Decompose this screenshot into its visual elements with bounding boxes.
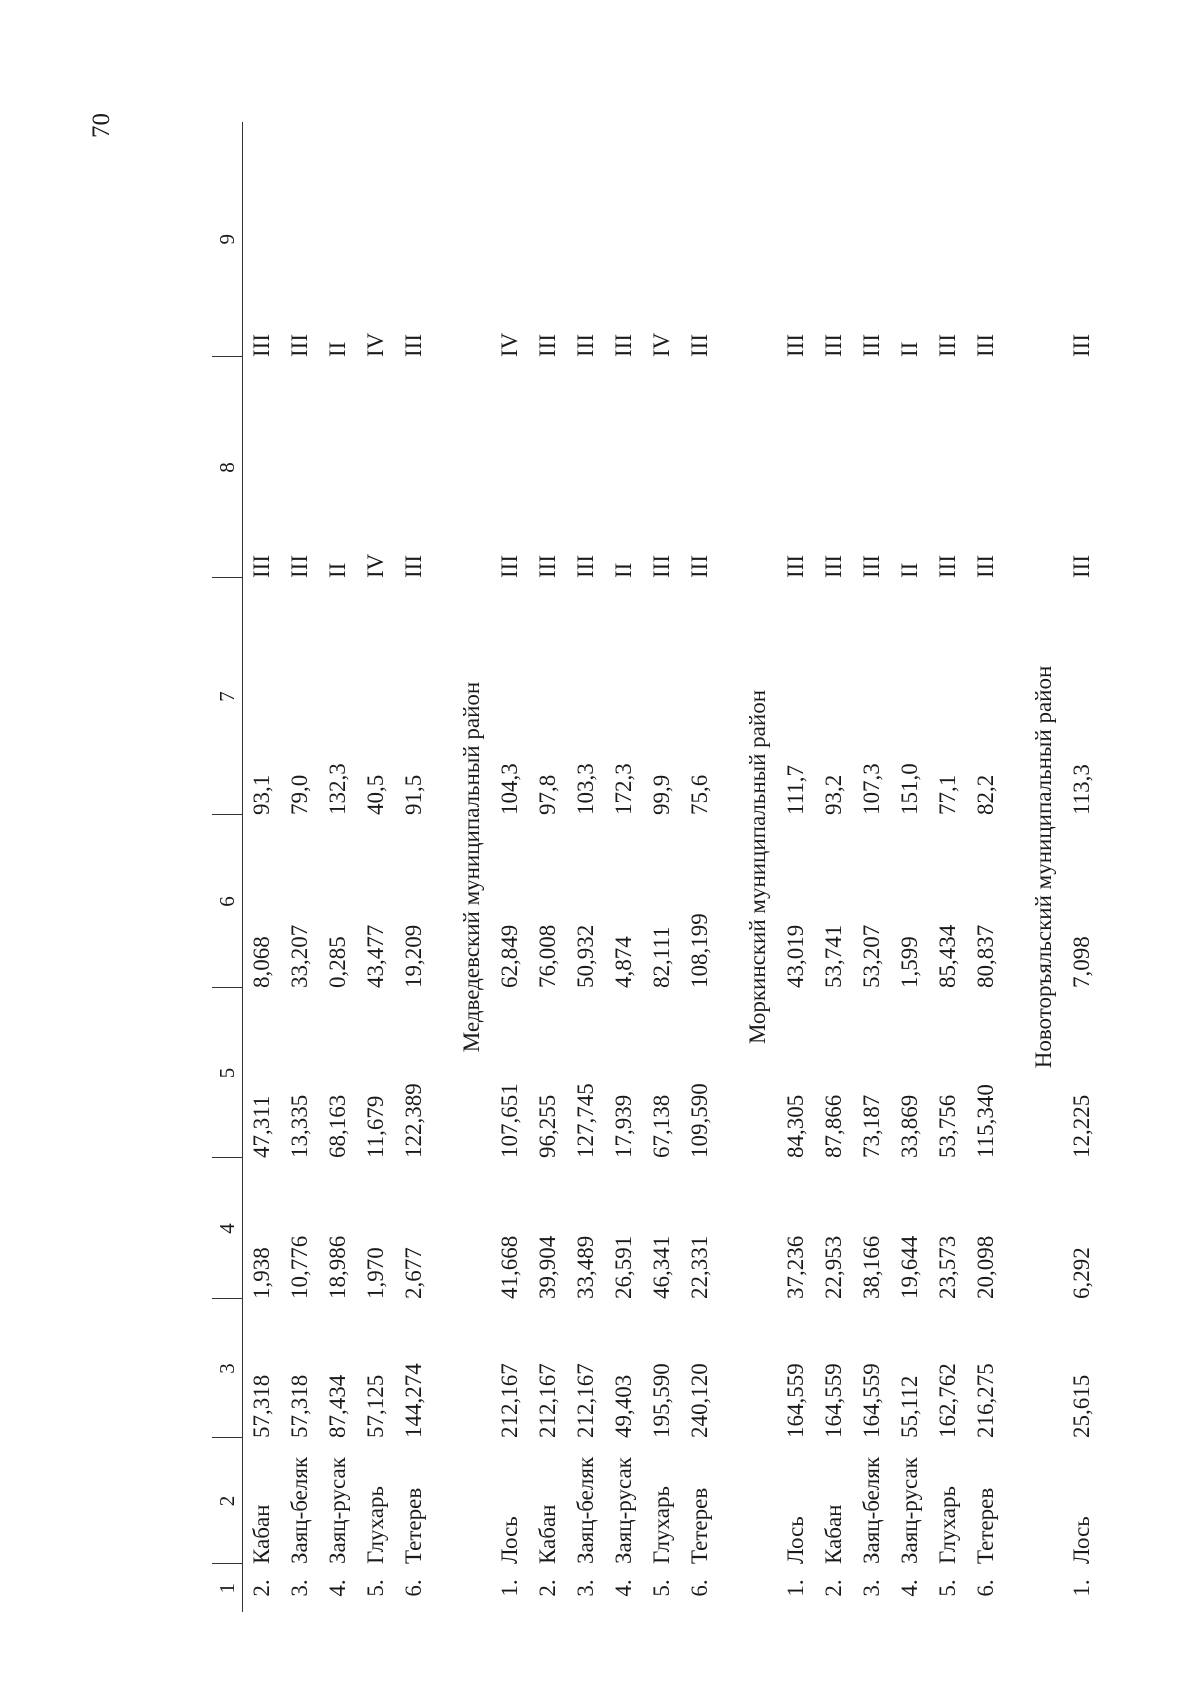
- value-col5: 109,590: [687, 1083, 712, 1158]
- value-col5: 127,745: [573, 1083, 598, 1158]
- row-number: 6.: [401, 1579, 426, 1597]
- value-col6: 82,111: [649, 926, 674, 988]
- class-col8: III: [649, 555, 674, 578]
- row-number: 4.: [897, 1579, 922, 1597]
- table-row: [319, 122, 357, 1612]
- table-row: [681, 122, 719, 1612]
- class-col9: III: [973, 334, 998, 357]
- table-row: [567, 122, 605, 1612]
- class-col8: III: [821, 555, 846, 578]
- column-header: 1: [212, 1564, 243, 1612]
- value-col6: 76,008: [535, 924, 560, 988]
- class-col8: III: [573, 555, 598, 578]
- value-col7: 104,3: [497, 763, 522, 815]
- value-col3: 87,434: [325, 1374, 350, 1438]
- row-number: 1.: [783, 1579, 808, 1597]
- value-col5: 67,138: [649, 1094, 674, 1158]
- value-col3: 144,274: [401, 1363, 426, 1438]
- species-name: Заяц-русак: [325, 1457, 350, 1564]
- row-number: 2.: [249, 1579, 274, 1597]
- value-col6: 50,932: [573, 924, 598, 988]
- species-name: Заяц-русак: [897, 1457, 922, 1564]
- class-col9: IV: [363, 332, 388, 357]
- column-header: 9: [212, 122, 243, 357]
- row-number: 6.: [687, 1579, 712, 1597]
- value-col3: 49,403: [611, 1374, 636, 1438]
- rotated-table-container: [212, 122, 1094, 1612]
- value-col3: 164,559: [821, 1363, 846, 1438]
- species-name: Лось: [783, 1516, 808, 1564]
- class-col8: III: [287, 555, 312, 578]
- row-number: 4.: [325, 1579, 350, 1597]
- class-col8: II: [325, 562, 350, 578]
- value-col4: 1,938: [249, 1247, 274, 1299]
- value-col6: 1,599: [897, 936, 922, 988]
- value-col5: 87,866: [821, 1094, 846, 1158]
- value-col4: 20,098: [973, 1235, 998, 1299]
- value-col3: 212,167: [573, 1363, 598, 1438]
- column-header: 5: [212, 988, 243, 1158]
- row-number: 5.: [935, 1579, 960, 1597]
- table-row: [529, 122, 567, 1612]
- header-row: [212, 122, 243, 1612]
- table-row: [243, 122, 282, 1612]
- value-col3: 195,590: [649, 1363, 674, 1438]
- spacer-cell: [1005, 122, 1025, 1612]
- species-name: Лось: [497, 1516, 522, 1564]
- species-name: Тетерев: [687, 1487, 712, 1564]
- section-title: Моркинский муниципальный район: [745, 689, 770, 1045]
- value-col3: 57,318: [287, 1374, 312, 1438]
- value-col5: 17,939: [611, 1094, 636, 1158]
- value-col3: 57,125: [363, 1374, 388, 1438]
- class-col8: III: [687, 555, 712, 578]
- table-body: [243, 122, 1102, 1612]
- class-col8: III: [935, 555, 960, 578]
- value-col5: 73,187: [859, 1094, 884, 1158]
- value-col6: 19,209: [401, 924, 426, 988]
- column-header: 8: [212, 357, 243, 578]
- value-col6: 43,477: [363, 924, 388, 988]
- value-col4: 23,573: [935, 1235, 960, 1299]
- value-col7: 107,3: [859, 763, 884, 815]
- class-col8: III: [249, 555, 274, 578]
- value-col4: 46,341: [649, 1235, 674, 1299]
- value-col4: 33,489: [573, 1235, 598, 1299]
- table-row: [891, 122, 929, 1612]
- table-row: [643, 122, 681, 1612]
- value-col3: 25,615: [1069, 1374, 1094, 1438]
- table-row: [605, 122, 643, 1612]
- class-col8: III: [401, 555, 426, 578]
- section-row: [453, 122, 491, 1612]
- value-col4: 1,970: [363, 1247, 388, 1299]
- class-col9: III: [859, 334, 884, 357]
- table-row: [967, 122, 1005, 1612]
- value-col6: 8,068: [249, 936, 274, 988]
- column-header: 3: [212, 1299, 243, 1438]
- value-col6: 85,434: [935, 924, 960, 988]
- class-col9: III: [1069, 334, 1094, 357]
- table-row: [777, 122, 815, 1612]
- value-col6: 7,098: [1069, 936, 1094, 988]
- value-col6: 62,849: [497, 924, 522, 988]
- column-header: 4: [212, 1158, 243, 1299]
- value-col6: 0,285: [325, 936, 350, 988]
- class-col8: III: [1069, 555, 1094, 578]
- class-col8: II: [611, 562, 636, 578]
- spacer-row: [433, 122, 453, 1612]
- column-header: 7: [212, 578, 243, 815]
- value-col7: 99,9: [649, 774, 674, 815]
- value-col3: 55,112: [897, 1375, 922, 1438]
- value-col7: 93,2: [821, 774, 846, 815]
- value-col4: 37,236: [783, 1235, 808, 1299]
- section-row: [1025, 122, 1063, 1612]
- class-col9: IV: [649, 332, 674, 357]
- value-col3: 162,762: [935, 1363, 960, 1438]
- value-col4: 6,292: [1069, 1247, 1094, 1299]
- value-col5: 11,679: [363, 1095, 388, 1158]
- row-number: 3.: [287, 1579, 312, 1597]
- value-col4: 22,331: [687, 1235, 712, 1299]
- page-number: 70: [88, 113, 115, 138]
- value-col7: 82,2: [973, 774, 998, 815]
- value-col5: 122,389: [401, 1083, 426, 1158]
- section-title: Медведевский муниципальный район: [459, 681, 484, 1053]
- class-col8: IV: [363, 553, 388, 578]
- species-name: Тетерев: [973, 1487, 998, 1564]
- row-number: 5.: [363, 1579, 388, 1597]
- value-col4: 10,776: [287, 1235, 312, 1299]
- value-col3: 212,167: [497, 1363, 522, 1438]
- value-col4: 19,644: [897, 1235, 922, 1299]
- spacer-row: [1005, 122, 1025, 1612]
- species-name: Заяц-беляк: [287, 1456, 312, 1564]
- value-col4: 18,986: [325, 1235, 350, 1299]
- row-number: 6.: [973, 1579, 998, 1597]
- value-col6: 108,199: [687, 913, 712, 988]
- value-col5: 33,869: [897, 1094, 922, 1158]
- value-col4: 38,166: [859, 1235, 884, 1299]
- row-number: 3.: [573, 1579, 598, 1597]
- table-row: [929, 122, 967, 1612]
- species-name: Кабан: [821, 1504, 846, 1564]
- value-col5: 115,340: [973, 1084, 998, 1158]
- value-col7: 40,5: [363, 774, 388, 815]
- value-col7: 97,8: [535, 774, 560, 815]
- species-name: Кабан: [535, 1504, 560, 1564]
- spacer-cell: [719, 122, 739, 1612]
- class-col9: III: [687, 334, 712, 357]
- value-col5: 12,225: [1069, 1094, 1094, 1158]
- value-col7: 77,1: [935, 774, 960, 815]
- section-row: [739, 122, 777, 1612]
- value-col4: 41,668: [497, 1235, 522, 1299]
- value-col4: 26,591: [611, 1235, 636, 1299]
- table-row: [853, 122, 891, 1612]
- value-col6: 53,207: [859, 924, 884, 988]
- species-name: Заяц-беляк: [573, 1456, 598, 1564]
- class-col9: II: [897, 341, 922, 357]
- species-name: Глухарь: [649, 1486, 674, 1564]
- class-col8: III: [783, 555, 808, 578]
- class-col9: III: [611, 334, 636, 357]
- value-col5: 13,335: [287, 1094, 312, 1158]
- value-col3: 164,559: [859, 1363, 884, 1438]
- row-number: 2.: [535, 1579, 560, 1597]
- species-name: Глухарь: [935, 1486, 960, 1564]
- row-number: 1.: [1069, 1579, 1094, 1597]
- class-col9: III: [401, 334, 426, 357]
- value-col3: 216,275: [973, 1363, 998, 1438]
- class-col9: III: [535, 334, 560, 357]
- species-name: Заяц-русак: [611, 1457, 636, 1564]
- row-number: 3.: [859, 1579, 884, 1597]
- value-col7: 79,0: [287, 774, 312, 815]
- value-col5: 84,305: [783, 1094, 808, 1158]
- class-col9: II: [325, 341, 350, 357]
- value-col7: 132,3: [325, 763, 350, 815]
- value-col7: 111,7: [783, 764, 808, 815]
- class-col9: III: [287, 334, 312, 357]
- row-number: 2.: [821, 1579, 846, 1597]
- row-number: 5.: [649, 1579, 674, 1597]
- row-number: 4.: [611, 1579, 636, 1597]
- class-col9: III: [935, 334, 960, 357]
- value-col6: 80,837: [973, 924, 998, 988]
- value-col4: 22,953: [821, 1235, 846, 1299]
- value-col6: 43,019: [783, 924, 808, 988]
- data-table: [212, 122, 1101, 1612]
- value-col7: 103,3: [573, 763, 598, 815]
- class-col9: III: [249, 334, 274, 357]
- value-col6: 33,207: [287, 924, 312, 988]
- species-name: Кабан: [249, 1504, 274, 1564]
- value-col4: 2,677: [401, 1247, 426, 1299]
- value-col6: 53,741: [821, 924, 846, 988]
- class-col9: IV: [497, 332, 522, 357]
- value-col3: 212,167: [535, 1363, 560, 1438]
- class-col8: III: [973, 555, 998, 578]
- value-col3: 164,559: [783, 1363, 808, 1438]
- species-name: Лось: [1069, 1516, 1094, 1564]
- table-row: [815, 122, 853, 1612]
- table-row: [1063, 122, 1101, 1612]
- value-col5: 107,651: [497, 1083, 522, 1158]
- species-name: Тетерев: [401, 1487, 426, 1564]
- class-col8: III: [535, 555, 560, 578]
- value-col6: 4,874: [611, 936, 636, 988]
- spacer-row: [719, 122, 739, 1612]
- value-col7: 93,1: [249, 774, 274, 815]
- class-col8: III: [859, 555, 884, 578]
- value-col5: 68,163: [325, 1094, 350, 1158]
- value-col7: 75,6: [687, 774, 712, 815]
- column-header: 2: [212, 1438, 243, 1564]
- species-name: Глухарь: [363, 1486, 388, 1564]
- table-row: [281, 122, 319, 1612]
- species-name: Заяц-беляк: [859, 1456, 884, 1564]
- class-col8: II: [897, 562, 922, 578]
- class-col9: III: [821, 334, 846, 357]
- value-col3: 240,120: [687, 1363, 712, 1438]
- class-col8: III: [497, 555, 522, 578]
- value-col7: 91,5: [401, 774, 426, 815]
- value-col3: 57,318: [249, 1374, 274, 1438]
- class-col9: III: [783, 334, 808, 357]
- spacer-cell: [433, 122, 453, 1612]
- table-row: [491, 122, 529, 1612]
- value-col4: 39,904: [535, 1235, 560, 1299]
- value-col5: 96,255: [535, 1094, 560, 1158]
- row-number: 1.: [497, 1579, 522, 1597]
- table-row: [357, 122, 395, 1612]
- column-header: 6: [212, 815, 243, 988]
- value-col5: 47,311: [249, 1095, 274, 1158]
- section-title: Новоторъяльский муниципальный район: [1031, 665, 1056, 1069]
- table-row: [395, 122, 433, 1612]
- value-col7: 172,3: [611, 763, 636, 815]
- value-col7: 151,0: [897, 763, 922, 815]
- value-col7: 113,3: [1069, 764, 1094, 815]
- class-col9: III: [573, 334, 598, 357]
- value-col5: 53,756: [935, 1094, 960, 1158]
